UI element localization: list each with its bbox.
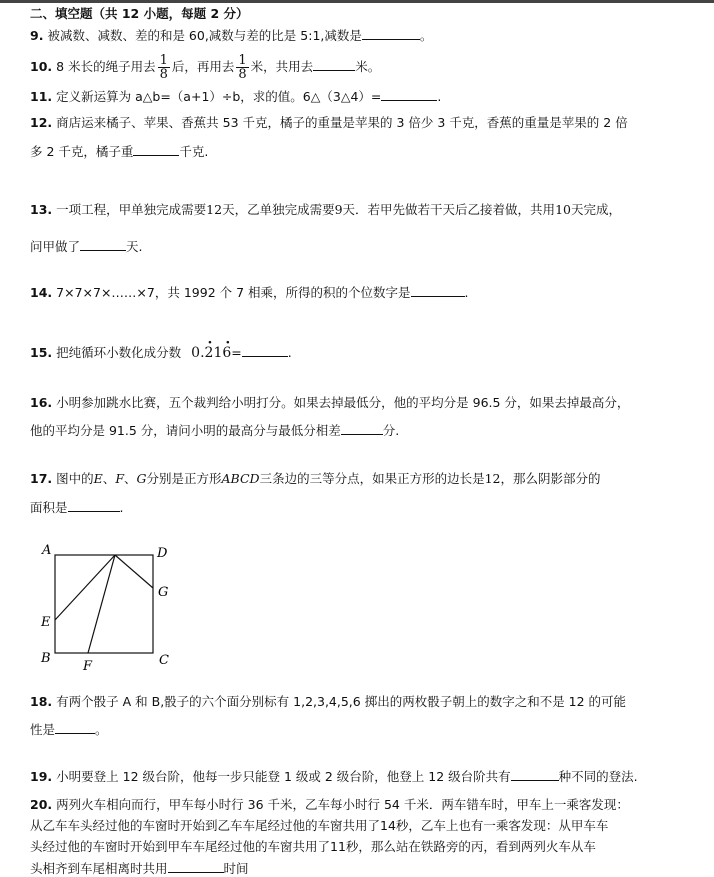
- punctuation: 千克.: [179, 144, 209, 159]
- square-figure: [34, 540, 184, 675]
- question-15: [30, 344, 292, 361]
- question-19: [30, 768, 638, 785]
- answer-blank[interactable]: [242, 344, 288, 357]
- question-text: ，那么阴影部分的: [500, 471, 601, 486]
- label-D: D: [157, 546, 168, 561]
- question-10: [30, 50, 380, 84]
- top-rule: [0, 0, 714, 3]
- punctuation: 分.: [382, 423, 400, 438]
- punctuation: 米。: [355, 59, 381, 74]
- question-text: 7×7×7×……×7，共 1992 个 7 相乘，所得的积的个位数字是: [56, 285, 411, 300]
- question-13: [30, 202, 621, 218]
- question-number: 9.: [30, 28, 44, 43]
- answer-blank[interactable]: [55, 721, 95, 734]
- question-text: 米，共用去: [250, 59, 314, 74]
- question-17: [30, 471, 601, 487]
- punctuation: 种不同的登法.: [558, 769, 638, 784]
- square-label: ABCD: [221, 471, 260, 486]
- answer-blank[interactable]: [68, 499, 120, 512]
- question-text: 天，乙单独完成需要: [222, 202, 335, 217]
- answer-blank[interactable]: [381, 88, 437, 101]
- question-number: 16.: [30, 395, 53, 410]
- repeating-digit: 6 ·: [222, 345, 231, 361]
- question-18: [30, 694, 626, 710]
- question-12-line2: [30, 143, 208, 160]
- question-text: 他的平均分是 91.5 分，请问小明的最高分与最低分相差: [30, 423, 341, 438]
- repeating-digit: 2 ·: [205, 345, 214, 361]
- question-9: [30, 27, 432, 44]
- question-text: 头经过他的车窗时开始到甲车车尾经过他的车窗共用了11秒，那么站在铁路旁的丙，看到两列火车从车: [30, 839, 596, 854]
- question-18-line2: [30, 721, 108, 738]
- decimal-digit: 1: [213, 345, 223, 361]
- question-14: [30, 284, 469, 301]
- question-text: 小明参加跳水比赛，五个裁判给小明打分。如果去掉最低分，他的平均分是 96.5 分，如果去掉最高分，: [56, 395, 630, 410]
- question-text: 有两个骰子 A 和 B,骰子的六个面分别标有 1,2,3,4,5,6 掷出的两枚骰子朝上的数字之和不是 12 的可能: [56, 694, 627, 709]
- question-text: 一项工程，甲单独完成需要: [56, 202, 207, 217]
- answer-blank[interactable]: [362, 27, 420, 40]
- question-20-line4: [30, 860, 249, 877]
- answer-blank[interactable]: [133, 143, 179, 156]
- fraction-numerator: 1: [159, 53, 168, 68]
- question-text: 把纯循环小数化成分数: [56, 345, 182, 360]
- question-text: 面积是: [30, 500, 68, 515]
- number: 10: [555, 202, 571, 217]
- question-number: 13.: [30, 202, 53, 217]
- punctuation: 天.: [126, 239, 143, 254]
- question-text: 两列火车相向而行，甲车每小时行 36 千米，乙车每小时行 54 千米．两车错车时，甲车上一乘客发现：: [56, 797, 629, 812]
- question-11: [30, 88, 441, 105]
- number: 12: [206, 202, 223, 217]
- question-text: 从乙车车头经过他的车窗时开始到乙车车尾经过他的车窗共用了14秒，乙车上也有一乘客发现：从甲车车: [30, 818, 609, 833]
- question-number: 15.: [30, 345, 53, 360]
- punctuation: 。: [419, 28, 433, 43]
- fraction-denominator: 8: [159, 67, 168, 82]
- fraction-denominator: 8: [238, 67, 247, 82]
- point-label: G: [136, 471, 147, 486]
- question-12: [30, 115, 628, 131]
- question-20-line2: [30, 818, 608, 834]
- repeating-decimal: [191, 345, 231, 361]
- question-text: 被减数、减数、差的和是 60,减数与差的比是 5:1,减数是: [47, 28, 362, 43]
- question-number: 10.: [30, 59, 53, 74]
- label-G: G: [158, 585, 169, 600]
- label-E: E: [41, 615, 51, 630]
- separator: 、: [124, 471, 137, 486]
- question-text: 小明要登上 12 级台阶，他每一步只能登 1 级或 2 级台阶，他登上 12 级台阶共有: [56, 769, 511, 784]
- fraction: [158, 54, 170, 81]
- punctuation: .: [464, 285, 469, 300]
- question-number: 17.: [30, 471, 53, 486]
- question-20: [30, 797, 629, 813]
- decimal-integer-part: 0.: [191, 345, 205, 361]
- question-number: 12.: [30, 115, 53, 130]
- answer-blank[interactable]: [313, 58, 355, 71]
- section-title: 二、填空题（共 12 小题，每题 2 分）: [30, 6, 249, 21]
- question-text: 后，再用去: [171, 59, 235, 74]
- punctuation: .: [287, 345, 292, 360]
- question-number: 20.: [30, 797, 53, 812]
- question-text: 三条边的三等分点，如果正方形的边长是: [259, 471, 485, 486]
- label-B: B: [41, 651, 51, 666]
- point-label: F: [115, 471, 124, 486]
- question-text: 性是: [30, 722, 56, 737]
- question-16-line2: [30, 422, 399, 439]
- punctuation: .: [437, 89, 442, 104]
- question-20-line3: [30, 839, 596, 855]
- question-text: 头相齐到车尾相离时共用: [30, 861, 168, 876]
- equals-sign: =: [231, 345, 242, 360]
- punctuation: 。: [95, 722, 108, 737]
- question-text: 分别是正方形: [146, 471, 222, 486]
- number: 9: [334, 202, 343, 217]
- punctuation: .: [119, 500, 124, 515]
- question-text: 问甲做了: [30, 239, 81, 254]
- label-C: C: [159, 653, 169, 668]
- question-text: 8 米长的绳子用去: [56, 59, 156, 74]
- fraction: [236, 54, 248, 81]
- label-A: A: [42, 543, 52, 558]
- question-16: [30, 395, 629, 411]
- answer-blank[interactable]: [511, 768, 559, 781]
- answer-blank[interactable]: [341, 422, 383, 435]
- question-number: 18.: [30, 694, 53, 709]
- label-F: F: [83, 659, 93, 674]
- question-text: 图中的: [56, 471, 94, 486]
- point-label: E: [93, 471, 103, 486]
- answer-blank[interactable]: [411, 284, 465, 297]
- separator: 、: [102, 471, 116, 486]
- question-number: 11.: [30, 89, 53, 104]
- question-number: 14.: [30, 285, 53, 300]
- question-17-line2: [30, 499, 124, 516]
- punctuation: 时间: [223, 861, 249, 876]
- question-text: 定义新运算为 a△b=（a+1）÷b，求的值。6△（3△4）=: [56, 89, 382, 104]
- question-text: 多 2 千克，橘子重: [30, 144, 134, 159]
- question-text: 天完成，: [570, 202, 621, 217]
- answer-blank[interactable]: [80, 238, 126, 251]
- line-top-to-G: [115, 555, 153, 588]
- question-13-line2: [30, 238, 143, 255]
- fraction-numerator: 1: [238, 53, 247, 68]
- question-text: 商店运来橘子、苹果、香蕉共 53 千克，橘子的重量是苹果的 3 倍少 3 千克，香蕉的重量是苹果的 2 倍: [56, 115, 628, 130]
- question-number: 19.: [30, 769, 53, 784]
- question-text: 天．若甲先做若干天后乙接着做，共用: [342, 202, 556, 217]
- number: 12: [484, 471, 501, 486]
- answer-blank[interactable]: [168, 860, 224, 873]
